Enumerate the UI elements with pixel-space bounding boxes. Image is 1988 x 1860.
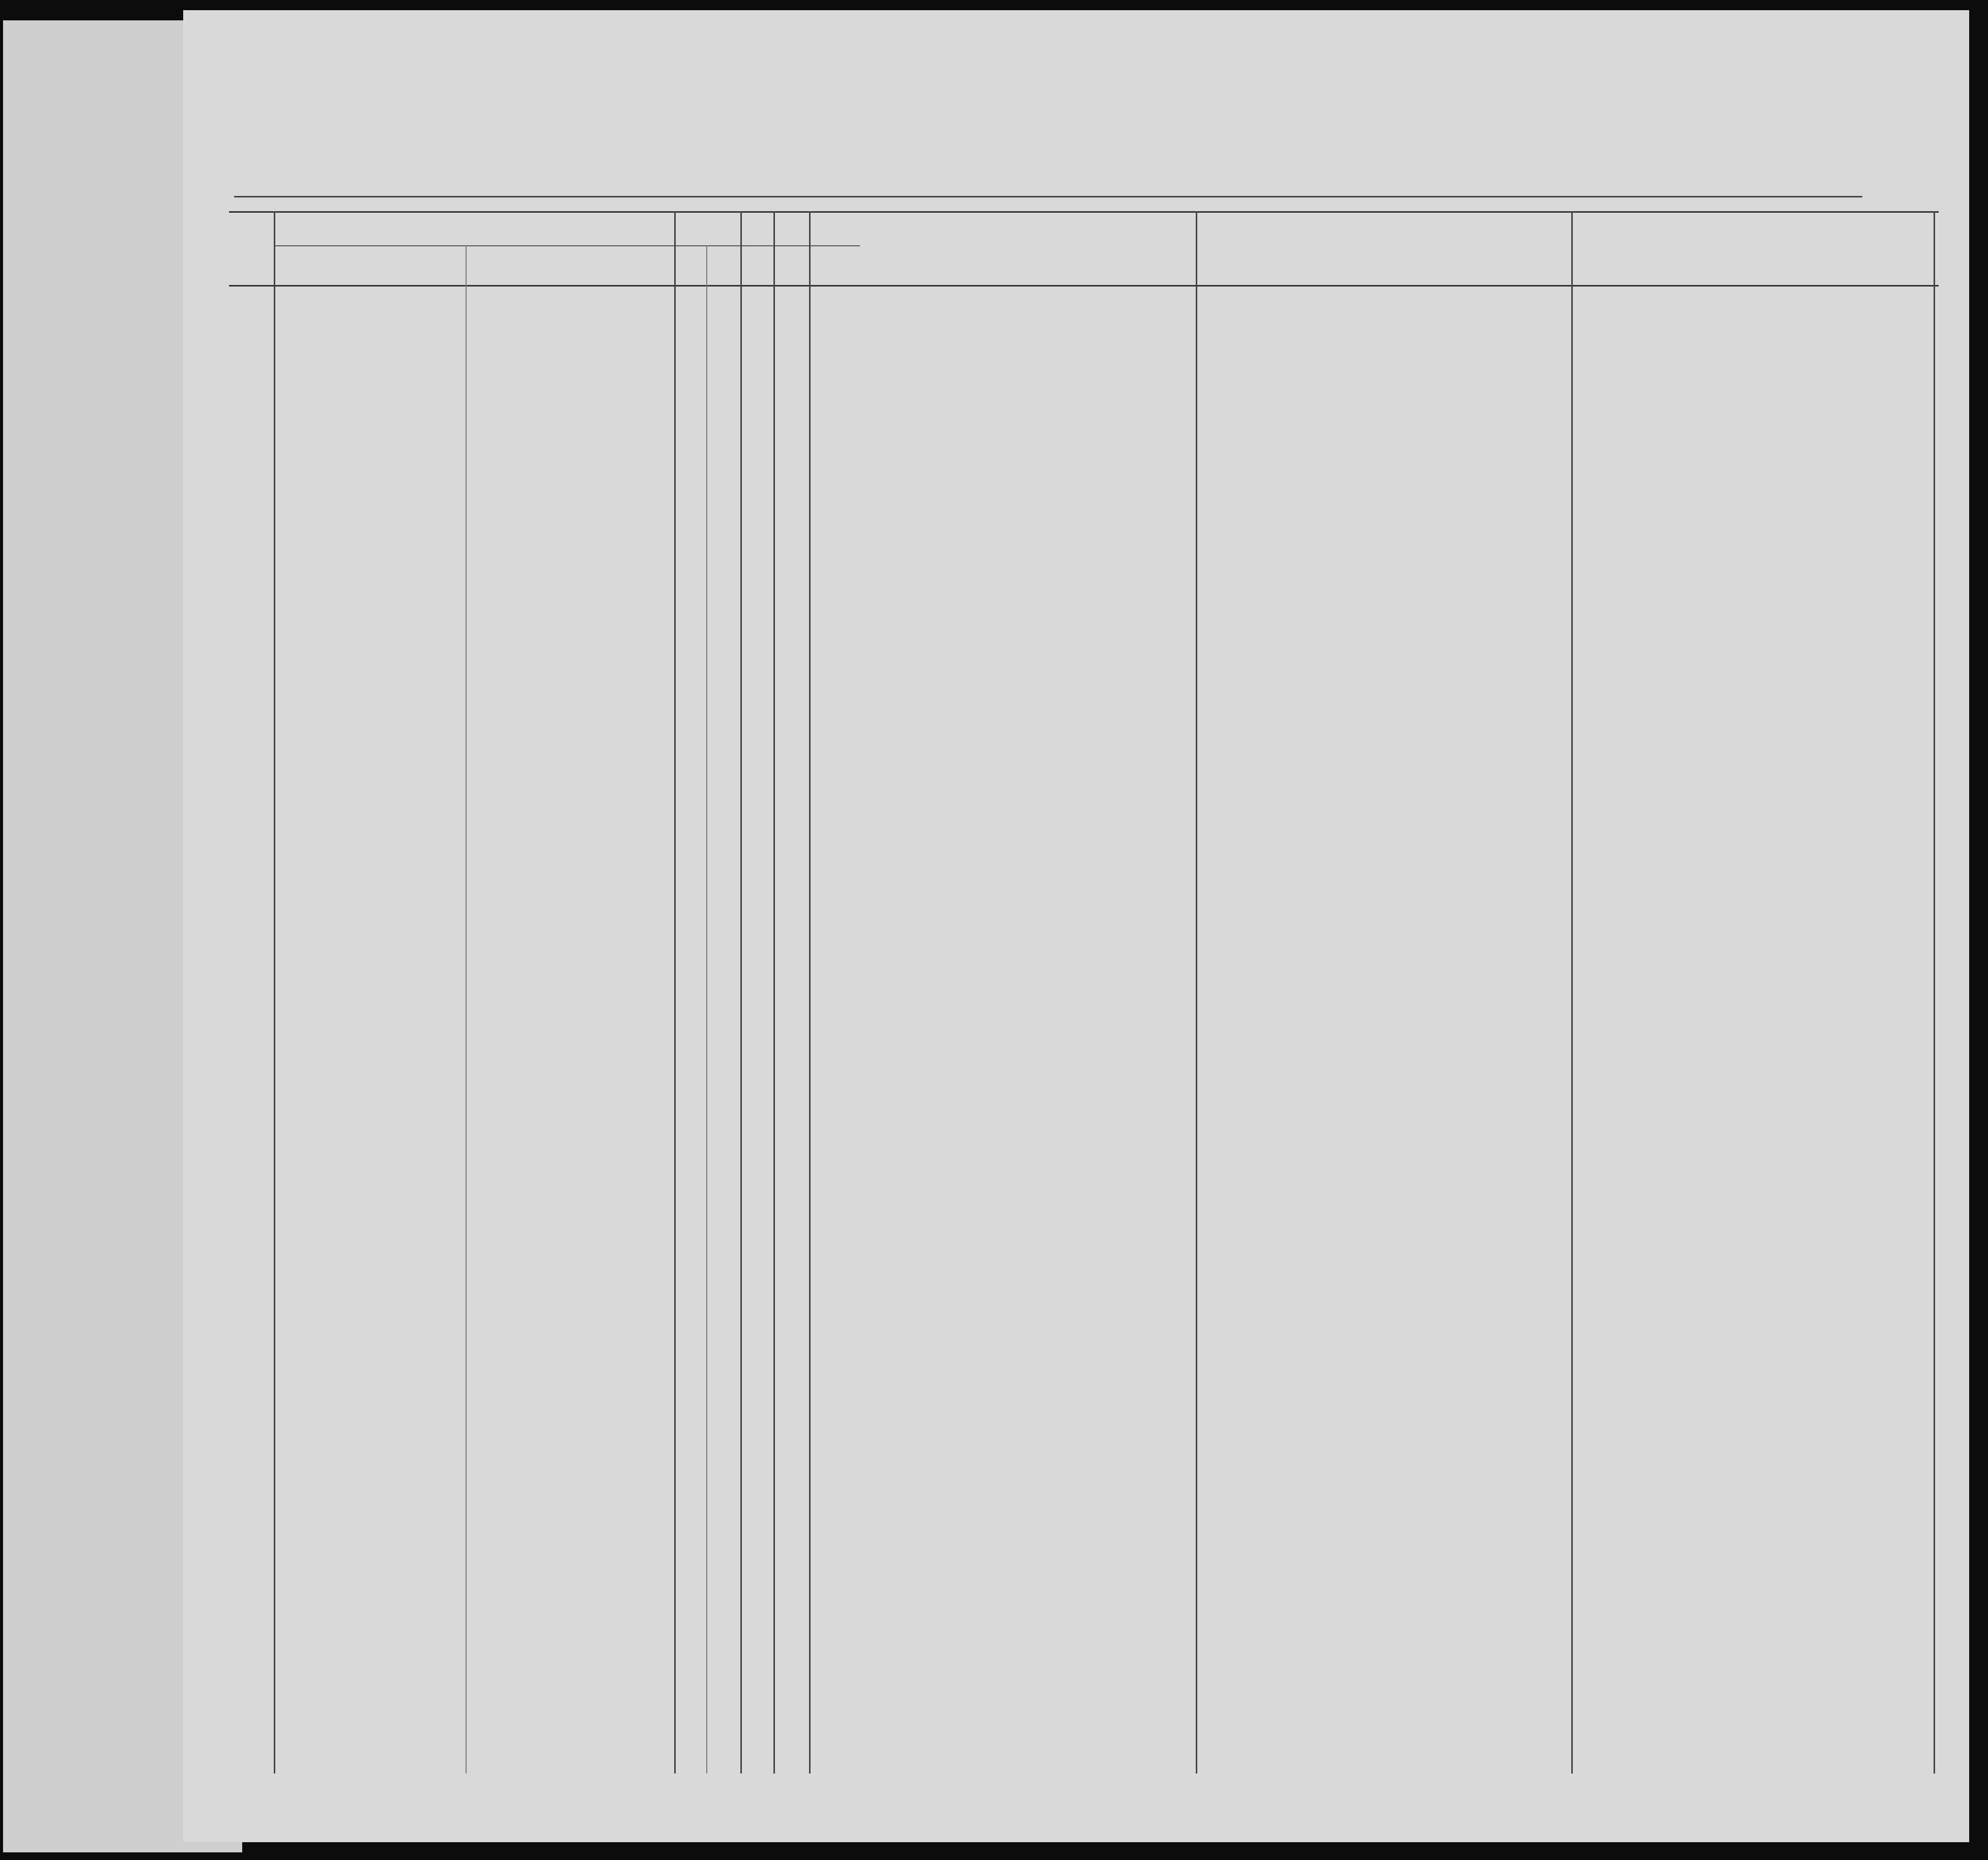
col-rule-4 [706, 245, 707, 1773]
col-rule-1 [274, 211, 275, 1773]
name-subrule [275, 245, 860, 246]
form-id-block [244, 66, 371, 107]
table-header-bottom-rule [229, 285, 1939, 287]
col-rule-3 [674, 211, 676, 1773]
col-rule-6 [773, 211, 775, 1773]
col-rule-2 [466, 245, 467, 1773]
ship-line-rule [234, 196, 1862, 197]
col-rule-9 [1571, 211, 1573, 1773]
table-header-top-rule [229, 211, 1939, 213]
col-rule-10 [1934, 211, 1935, 1773]
col-rule-7 [809, 211, 811, 1773]
manifest-page [183, 10, 1969, 1842]
col-rule-5 [740, 211, 742, 1773]
col-rule-8 [1196, 211, 1197, 1773]
